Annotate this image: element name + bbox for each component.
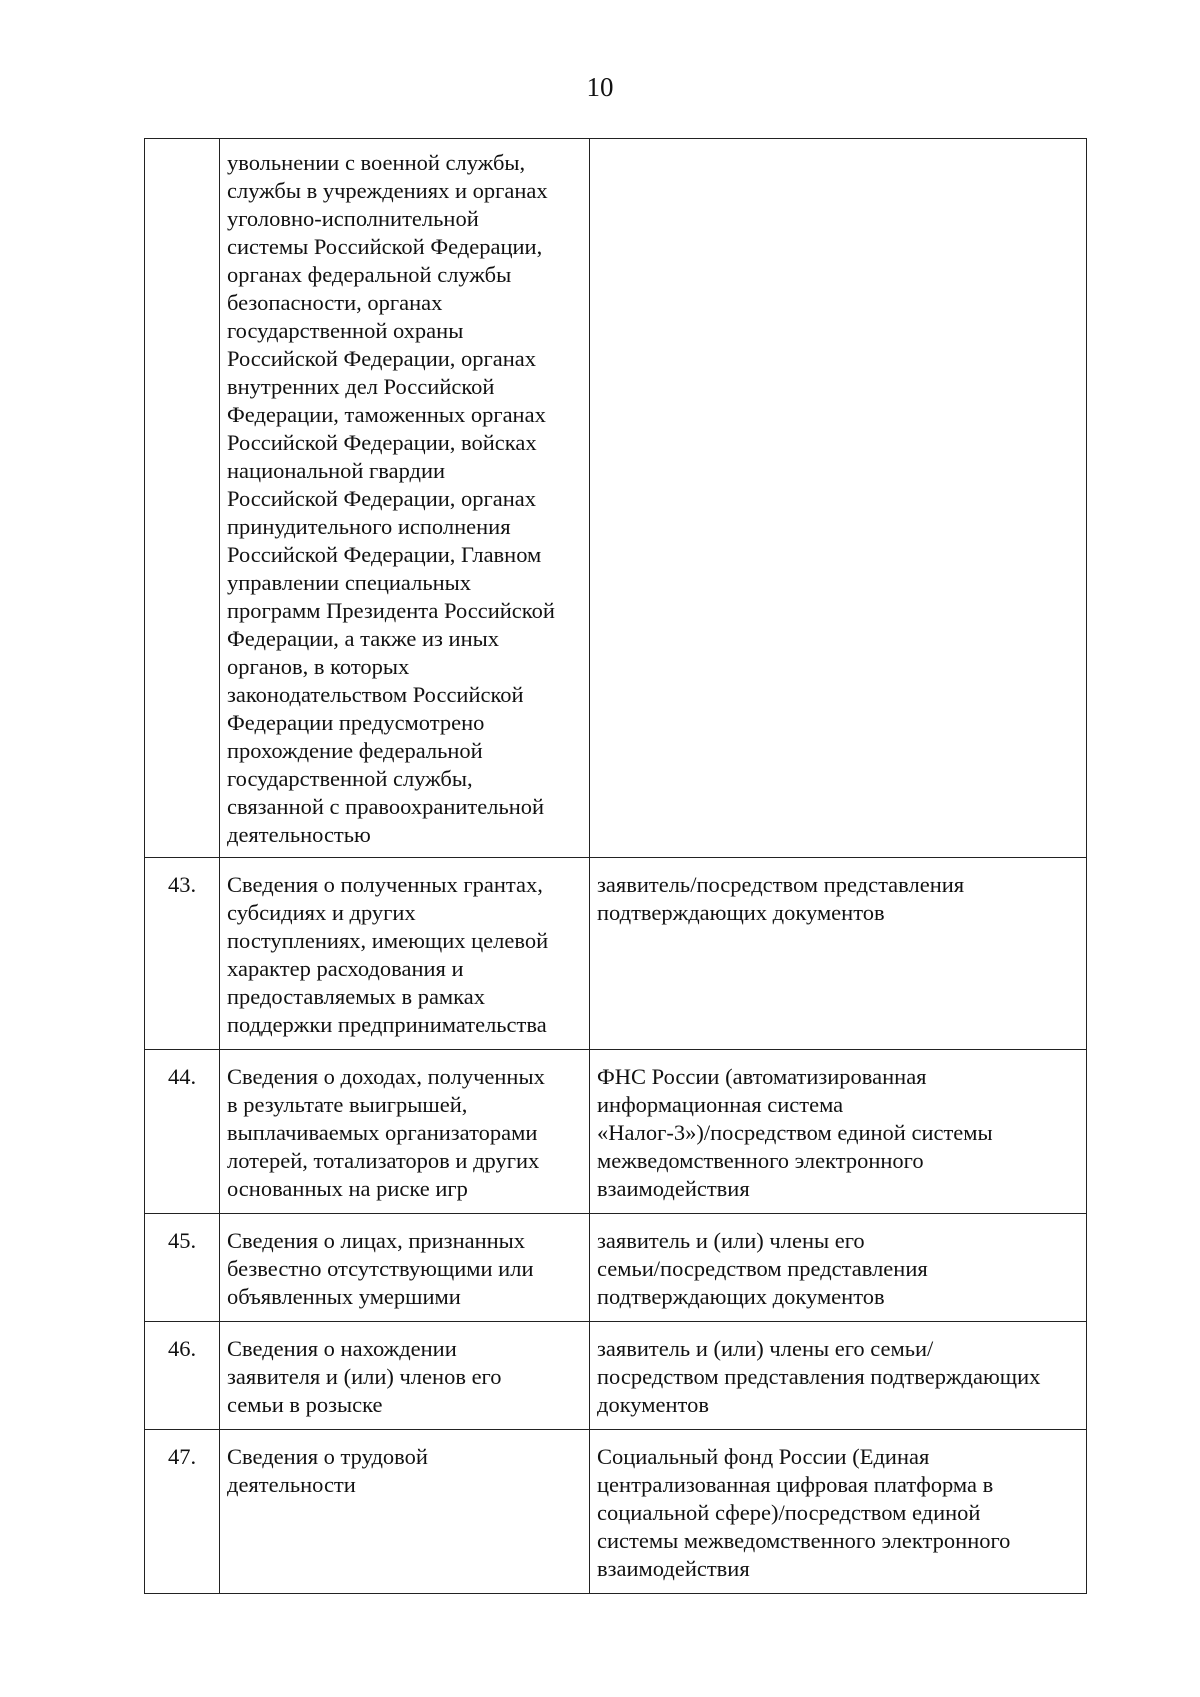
information-line: увольнении с военной службы, bbox=[227, 150, 526, 175]
table-body bbox=[145, 139, 1087, 1594]
source-line: документов bbox=[597, 1392, 709, 1417]
information-line: Сведения о трудовой bbox=[227, 1444, 428, 1469]
information-line: принудительного исполнения bbox=[227, 514, 511, 539]
information-cell bbox=[220, 1214, 590, 1322]
table-row bbox=[145, 139, 1087, 858]
source-line: взаимодействия bbox=[597, 1176, 750, 1201]
information-line: в результате выигрышей, bbox=[227, 1092, 468, 1117]
information-line: деятельности bbox=[227, 1472, 356, 1497]
row-number-cell bbox=[145, 139, 220, 858]
information-line: деятельностью bbox=[227, 822, 371, 847]
source-cell bbox=[590, 139, 1087, 858]
information-line: выплачиваемых организаторами bbox=[227, 1120, 538, 1145]
information-line: прохождение федеральной bbox=[227, 738, 483, 763]
row-number-cell: 45. bbox=[145, 1214, 220, 1322]
source-line: социальной сфере)/посредством единой bbox=[597, 1500, 981, 1525]
information-line: органов, в которых bbox=[227, 654, 410, 679]
source-line: заявитель и (или) члены его семьи/ bbox=[597, 1336, 934, 1361]
information-line: службы в учреждениях и органах bbox=[227, 178, 548, 203]
information-line: государственной охраны bbox=[227, 318, 464, 343]
information-line: управлении специальных bbox=[227, 570, 471, 595]
table-row bbox=[145, 858, 1087, 1050]
information-line: характер расходования и bbox=[227, 956, 464, 981]
information-line: программ Президента Российской bbox=[227, 598, 555, 623]
information-line: Российской Федерации, Главном bbox=[227, 542, 542, 567]
source-cell bbox=[590, 858, 1087, 1050]
information-line: семьи в розыске bbox=[227, 1392, 383, 1417]
source-cell bbox=[590, 1214, 1087, 1322]
source-line: семьи/посредством представления bbox=[597, 1256, 928, 1281]
source-line: взаимодействия bbox=[597, 1556, 750, 1581]
information-line: Сведения о нахождении bbox=[227, 1336, 457, 1361]
information-line: внутренних дел Российской bbox=[227, 374, 495, 399]
source-line: ФНС России (автоматизированная bbox=[597, 1064, 927, 1089]
information-line: законодательством Российской bbox=[227, 682, 524, 707]
information-line: безопасности, органах bbox=[227, 290, 443, 315]
information-line: связанной с правоохранительной bbox=[227, 794, 545, 819]
table-row bbox=[145, 1430, 1087, 1594]
information-line: лотерей, тотализаторов и других bbox=[227, 1148, 540, 1173]
source-line: заявитель/посредством представления bbox=[597, 872, 965, 897]
row-number-cell: 44. bbox=[145, 1050, 220, 1214]
information-cell bbox=[220, 1430, 590, 1594]
row-number-cell: 43. bbox=[145, 858, 220, 1050]
information-line: государственной службы, bbox=[227, 766, 473, 791]
source-line: подтверждающих документов bbox=[597, 900, 885, 925]
source-cell bbox=[590, 1322, 1087, 1430]
information-line: уголовно-исполнительной bbox=[227, 206, 479, 231]
information-line: Сведения о доходах, полученных bbox=[227, 1064, 545, 1089]
information-line: поступлениях, имеющих целевой bbox=[227, 928, 549, 953]
information-line: поддержки предпринимательства bbox=[227, 1012, 547, 1037]
source-line: системы межведомственного электронного bbox=[597, 1528, 1011, 1553]
information-line: Российской Федерации, органах bbox=[227, 486, 537, 511]
source-line: межведомственного электронного bbox=[597, 1148, 924, 1173]
source-line: информационная система bbox=[597, 1092, 844, 1117]
source-line: посредством представления подтверждающих bbox=[597, 1364, 1041, 1389]
document-table bbox=[144, 138, 1087, 1594]
information-line: безвестно отсутствующими или bbox=[227, 1256, 534, 1281]
information-line: Сведения о полученных грантах, bbox=[227, 872, 543, 897]
table-row bbox=[145, 1214, 1087, 1322]
source-line: «Налог-3»)/посредством единой системы bbox=[597, 1120, 993, 1145]
source-line: Социальный фонд России (Единая bbox=[597, 1444, 930, 1469]
information-line: национальной гвардии bbox=[227, 458, 446, 483]
information-line: Российской Федерации, органах bbox=[227, 346, 537, 371]
source-line: заявитель и (или) члены его bbox=[597, 1228, 865, 1253]
source-cell bbox=[590, 1050, 1087, 1214]
information-cell bbox=[220, 1050, 590, 1214]
information-line: органах федеральной службы bbox=[227, 262, 512, 287]
source-cell bbox=[590, 1430, 1087, 1594]
source-line: подтверждающих документов bbox=[597, 1284, 885, 1309]
information-cell bbox=[220, 858, 590, 1050]
table-row bbox=[145, 1050, 1087, 1214]
information-line: субсидиях и других bbox=[227, 900, 416, 925]
information-line: предоставляемых в рамках bbox=[227, 984, 485, 1009]
row-number-cell: 46. bbox=[145, 1322, 220, 1430]
page-number: 10 bbox=[586, 72, 614, 102]
information-line: Федерации, а также из иных bbox=[227, 626, 500, 651]
information-line: системы Российской Федерации, bbox=[227, 234, 543, 259]
information-line: Федерации, таможенных органах bbox=[227, 402, 546, 427]
information-line: Сведения о лицах, признанных bbox=[227, 1228, 526, 1253]
information-line: объявленных умершими bbox=[227, 1284, 461, 1309]
information-line: Федерации предусмотрено bbox=[227, 710, 485, 735]
information-cell bbox=[220, 1322, 590, 1430]
row-number-cell: 47. bbox=[145, 1430, 220, 1594]
information-line: Российской Федерации, войсках bbox=[227, 430, 537, 455]
information-cell bbox=[220, 139, 590, 858]
information-line: заявителя и (или) членов его bbox=[227, 1364, 502, 1389]
table-row bbox=[145, 1322, 1087, 1430]
information-line: основанных на риске игр bbox=[227, 1176, 468, 1201]
source-line: централизованная цифровая платформа в bbox=[597, 1472, 994, 1497]
